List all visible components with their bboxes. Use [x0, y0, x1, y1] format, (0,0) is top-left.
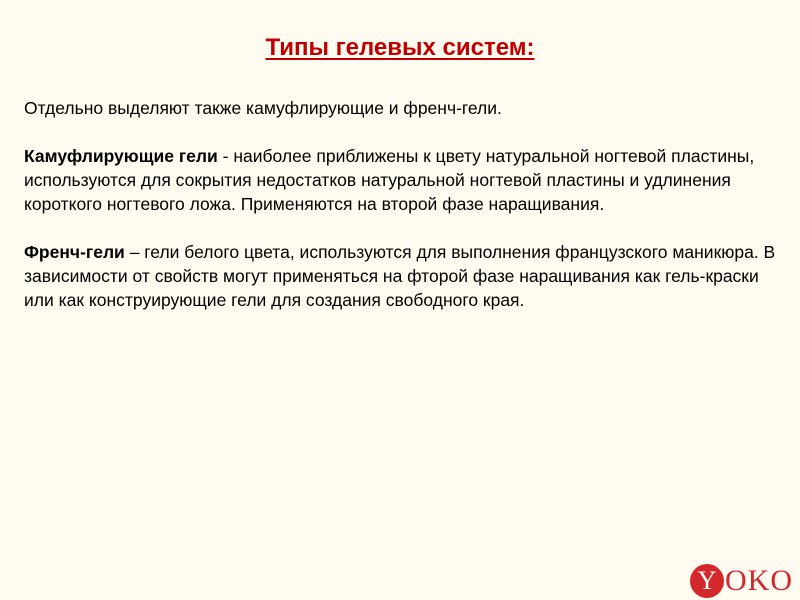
- intro-paragraph: Отдельно выделяют также камуфлирующие и френч-гели.: [24, 98, 502, 118]
- paragraph-spacer: [24, 216, 776, 240]
- yoko-logo: [690, 563, 793, 599]
- logo-y-circle-icon: Y: [690, 564, 724, 598]
- paragraph-spacer: [24, 120, 776, 144]
- french-paragraph: [24, 240, 776, 312]
- french-separator: –: [124, 242, 145, 262]
- french-term: Френч-гели: [24, 242, 125, 262]
- camouflage-separator: -: [217, 146, 234, 166]
- camouflage-term: Камуфлирующие гели: [24, 146, 218, 166]
- slide-body: [24, 96, 776, 312]
- french-text: гели белого цвета, используются для выполнения французского маникюра. В зависимости от свойств могут применяться на фторой фазе наращивания как гель-краски или как конструирующие гели для создания свободного края.: [24, 242, 776, 310]
- slide-title: Типы гелевых систем:: [265, 34, 535, 61]
- logo-text: OKO: [725, 564, 793, 597]
- camouflage-text: наиболее приближены к цвету натуральной ногтевой пластины, используются для сокрытия недостатков натуральной ногтевой пластины и удлинения короткого ногтевого ложа. Применяются на второй фазе наращивания.: [24, 146, 755, 214]
- camouflage-paragraph: [24, 144, 776, 216]
